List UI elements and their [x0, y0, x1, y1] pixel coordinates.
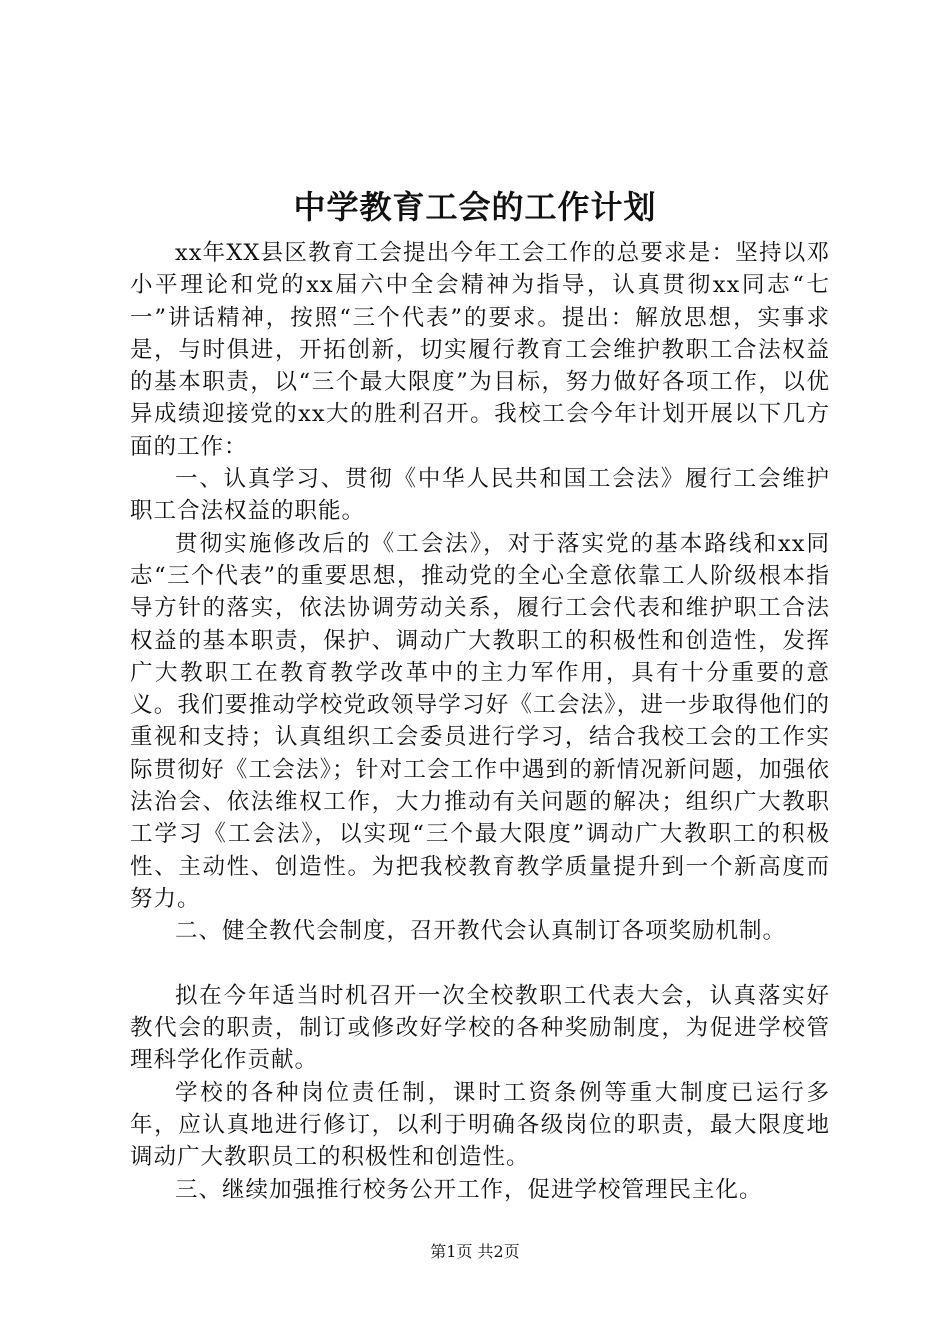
page-footer: 第1页 共2页 [430, 1242, 520, 1261]
section-2-paragraph-1: 拟在今年适当时机召开一次全校教职工代表大会，认真落实好教代会的职责，制订或修改好学校的各种奖励制度，为促进学校管理科学化作贡献。 [130, 982, 830, 1074]
section-heading-3: 三、继续加强推行校务公开工作，促进学校管理民主化。 [175, 1176, 763, 1203]
document-title: 中学教育工会的工作计划 [293, 188, 657, 226]
intro-paragraph: xx年XX县区教育工会提出今年工会工作的总要求是：坚持以邓小平理论和党的xx届六中全会精神为指导，认真贯彻xx同志“七一”讲话精神，按照“三个代表”的要求。提出：解放思想，实事求是，与时俱进，开拓创新，切实履行教育工会维护教职工合法权益的基本职责，以“三个最大限度”为目标，努力做好各项工作，以优异成绩迎接党的xx大的胜利召开。我校工会今年计划开展以下几方面的工作： [130, 240, 830, 460]
section-1-paragraph: 贯彻实施修改后的《工会法》，对于落实党的基本路线和xx同志“三个代表”的重要思想，推动党的全心全意依靠工人阶级根本指导方针的落实，依法协调劳动关系，履行工会代表和维护职工合法权益的基本职责，保护、调动广大教职工的积极性和创造性，发挥广大教职工在教育教学改革中的主力军作用，具有十分重要的意义。我们要推动学校党政领导学习好《工会法》，进一步取得他们的重视和支持；认真组织工会委员进行学习，结合我校工会的工作实际贯彻好《工会法》；针对工会工作中遇到的新情况新问题，加强依法治会、依法维权工作，大力推动有关问题的解决；组织广大教职工学习《工会法》，以实现“三个最大限度”调动广大教职工的积极性、主动性、创造性。为把我校教育教学质量提升到一个新高度而努力。 [130, 530, 830, 912]
section-2-paragraph-2: 学校的各种岗位责任制，课时工资条例等重大制度已运行多年，应认真地进行修订，以利于明确各级岗位的职责，最大限度地调动广大教职员工的积极性和创造性。 [130, 1079, 830, 1171]
document-body [130, 237, 830, 1206]
section-heading-1: 一、认真学习、贯彻《中华人民共和国工会法》履行工会维护职工合法权益的职能。 [130, 466, 830, 525]
blank-line [130, 948, 830, 980]
section-heading-2: 二、健全教代会制度，召开教代会认真制订各项奖励机制。 [175, 918, 787, 945]
